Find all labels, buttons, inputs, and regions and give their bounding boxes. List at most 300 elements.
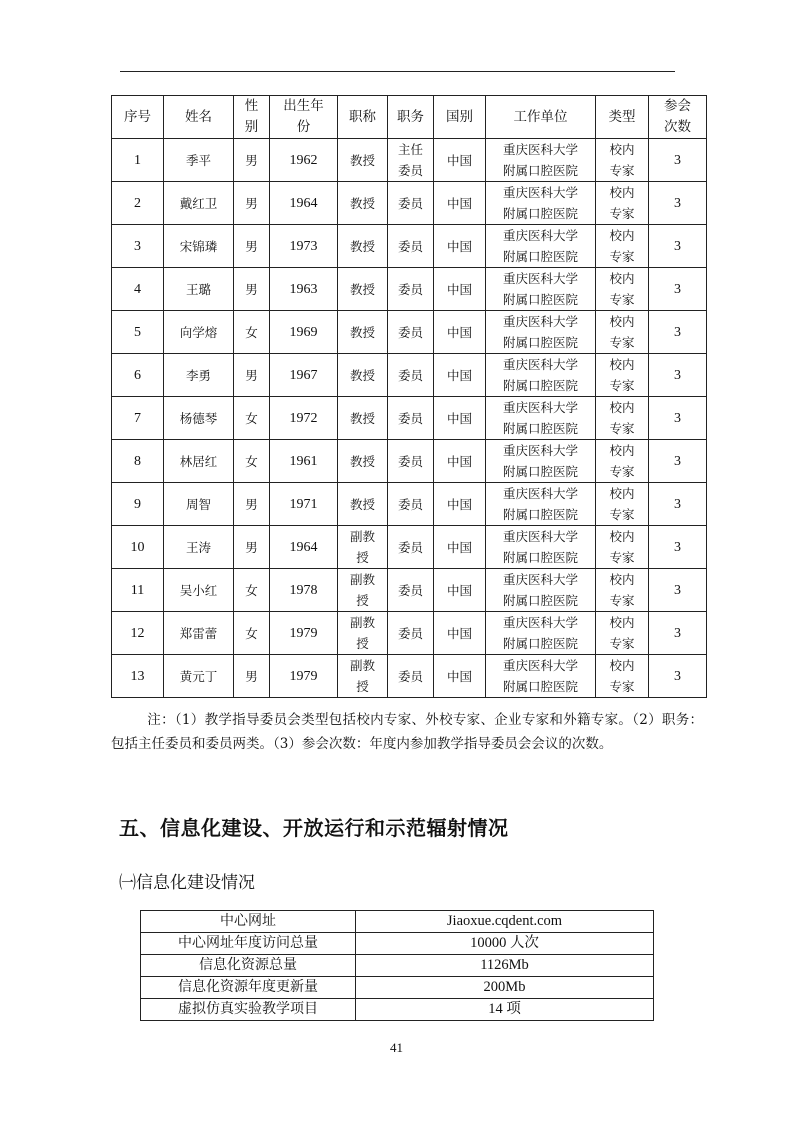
cell-birth-year-text: 1973 bbox=[289, 238, 318, 254]
info-value: 200Mb bbox=[356, 977, 654, 999]
cell-gender-text: 女 bbox=[245, 410, 258, 426]
cell-gender-text: 女 bbox=[245, 324, 258, 340]
cell-meeting-count bbox=[649, 311, 707, 354]
cell-country-text: 中国 bbox=[446, 238, 472, 254]
cell-unit bbox=[486, 268, 596, 311]
cell-seq-text: 13 bbox=[130, 668, 145, 684]
cell-country bbox=[434, 397, 486, 440]
table-row bbox=[112, 311, 707, 354]
cell-seq-text: 7 bbox=[134, 410, 141, 426]
cell-seq bbox=[112, 440, 164, 483]
cell-name-text: 向学熔 bbox=[179, 324, 218, 340]
cell-role bbox=[388, 139, 434, 182]
cell-unit-text: 附属口腔医院 bbox=[502, 679, 578, 694]
cell-birth-year-text: 1979 bbox=[289, 668, 318, 684]
cell-title-text: 教授 bbox=[349, 496, 375, 512]
info-value: 14 项 bbox=[356, 999, 654, 1021]
cell-name bbox=[164, 397, 234, 440]
cell-name-text: 吴小红 bbox=[179, 582, 218, 598]
header-type: 类型 bbox=[596, 96, 649, 139]
cell-seq-text: 1 bbox=[134, 152, 141, 168]
header-seq: 序号 bbox=[112, 96, 164, 139]
cell-type-text: 校内 bbox=[609, 357, 635, 372]
cell-type-text: 校内 bbox=[609, 400, 635, 415]
cell-birth-year bbox=[270, 526, 338, 569]
cell-title-text: 教授 bbox=[349, 367, 375, 383]
cell-birth-year-text: 1969 bbox=[289, 324, 318, 340]
cell-seq-text: 12 bbox=[130, 625, 145, 641]
cell-seq-text: 10 bbox=[130, 539, 145, 555]
cell-title-text: 教授 bbox=[349, 281, 375, 297]
table-row bbox=[112, 526, 707, 569]
cell-country bbox=[434, 311, 486, 354]
cell-country-text: 中国 bbox=[446, 539, 472, 555]
cell-gender-text: 男 bbox=[245, 539, 258, 555]
cell-seq bbox=[112, 612, 164, 655]
cell-gender-text: 女 bbox=[245, 453, 258, 469]
cell-role bbox=[388, 182, 434, 225]
cell-title bbox=[338, 569, 388, 612]
cell-role-text: 委员 bbox=[397, 324, 423, 340]
table-row bbox=[112, 569, 707, 612]
cell-title bbox=[338, 182, 388, 225]
cell-unit-text: 重庆医科大学 bbox=[502, 486, 578, 501]
cell-type-text: 专家 bbox=[609, 335, 635, 350]
cell-birth-year-text: 1964 bbox=[289, 539, 318, 555]
info-row bbox=[141, 911, 654, 933]
info-label: 中心网址 bbox=[141, 911, 356, 933]
cell-gender bbox=[234, 397, 270, 440]
page-number: 41 bbox=[390, 1040, 403, 1055]
cell-country-text: 中国 bbox=[446, 152, 472, 168]
cell-role-text: 委员 bbox=[397, 163, 423, 178]
cell-name bbox=[164, 440, 234, 483]
table-body bbox=[112, 139, 707, 698]
cell-seq bbox=[112, 483, 164, 526]
cell-country-text: 中国 bbox=[446, 367, 472, 383]
cell-name-text: 周智 bbox=[185, 496, 211, 512]
cell-country bbox=[434, 139, 486, 182]
cell-name-text: 季平 bbox=[185, 152, 211, 168]
cell-unit bbox=[486, 569, 596, 612]
cell-country bbox=[434, 268, 486, 311]
cell-title bbox=[338, 139, 388, 182]
cell-seq-text: 4 bbox=[134, 281, 141, 297]
cell-title bbox=[338, 397, 388, 440]
cell-seq-text: 2 bbox=[134, 195, 141, 211]
cell-meeting-count-text: 3 bbox=[674, 582, 681, 598]
cell-role bbox=[388, 268, 434, 311]
cell-birth-year-text: 1964 bbox=[289, 195, 318, 211]
cell-title-text: 授 bbox=[356, 550, 369, 565]
cell-type bbox=[596, 268, 649, 311]
cell-gender-text: 女 bbox=[245, 625, 258, 641]
cell-unit-text: 附属口腔医院 bbox=[502, 292, 578, 307]
cell-name-text: 杨德琴 bbox=[179, 410, 218, 426]
cell-type-text: 校内 bbox=[609, 228, 635, 243]
cell-unit-text: 附属口腔医院 bbox=[502, 550, 578, 565]
cell-gender-text: 男 bbox=[245, 367, 258, 383]
cell-name-text: 郑雷蕾 bbox=[179, 625, 218, 641]
cell-country bbox=[434, 483, 486, 526]
cell-seq bbox=[112, 139, 164, 182]
cell-unit-text: 重庆医科大学 bbox=[502, 271, 578, 286]
cell-unit-text: 附属口腔医院 bbox=[502, 378, 578, 393]
cell-role bbox=[388, 354, 434, 397]
cell-birth-year-text: 1967 bbox=[289, 367, 318, 383]
cell-type bbox=[596, 182, 649, 225]
cell-type-text: 专家 bbox=[609, 292, 635, 307]
cell-seq bbox=[112, 225, 164, 268]
cell-name bbox=[164, 139, 234, 182]
table-row bbox=[112, 268, 707, 311]
cell-unit bbox=[486, 139, 596, 182]
cell-role-text: 委员 bbox=[397, 625, 423, 641]
cell-title-text: 副教 bbox=[349, 572, 375, 587]
header-meeting-count: 参会 次数 bbox=[649, 96, 707, 139]
table-row bbox=[112, 225, 707, 268]
cell-role-text: 委员 bbox=[397, 582, 423, 598]
cell-meeting-count bbox=[649, 483, 707, 526]
cell-birth-year bbox=[270, 139, 338, 182]
cell-country-text: 中国 bbox=[446, 324, 472, 340]
cell-unit-text: 重庆医科大学 bbox=[502, 142, 578, 157]
cell-gender bbox=[234, 569, 270, 612]
cell-type bbox=[596, 139, 649, 182]
cell-gender-text: 男 bbox=[245, 668, 258, 684]
cell-unit-text: 重庆医科大学 bbox=[502, 443, 578, 458]
cell-seq-text: 6 bbox=[134, 367, 141, 383]
cell-type bbox=[596, 225, 649, 268]
cell-title bbox=[338, 225, 388, 268]
cell-name-text: 戴红卫 bbox=[179, 195, 218, 211]
cell-gender-text: 男 bbox=[245, 281, 258, 297]
cell-name bbox=[164, 225, 234, 268]
cell-seq bbox=[112, 311, 164, 354]
cell-meeting-count-text: 3 bbox=[674, 668, 681, 684]
cell-gender bbox=[234, 354, 270, 397]
cell-title-text: 教授 bbox=[349, 410, 375, 426]
table-row bbox=[112, 139, 707, 182]
cell-meeting-count-text: 3 bbox=[674, 195, 681, 211]
cell-name-text: 林居红 bbox=[179, 453, 218, 469]
cell-title-text: 授 bbox=[356, 636, 369, 651]
info-row bbox=[141, 977, 654, 999]
cell-type-text: 校内 bbox=[609, 271, 635, 286]
cell-type-text: 校内 bbox=[609, 615, 635, 630]
cell-gender bbox=[234, 612, 270, 655]
cell-meeting-count-text: 3 bbox=[674, 324, 681, 340]
cell-type-text: 校内 bbox=[609, 443, 635, 458]
cell-role-text: 委员 bbox=[397, 668, 423, 684]
cell-seq bbox=[112, 569, 164, 612]
cell-gender bbox=[234, 225, 270, 268]
cell-meeting-count bbox=[649, 397, 707, 440]
cell-country bbox=[434, 225, 486, 268]
cell-unit-text: 重庆医科大学 bbox=[502, 228, 578, 243]
cell-title bbox=[338, 483, 388, 526]
cell-role-text: 委员 bbox=[397, 238, 423, 254]
cell-role-text: 委员 bbox=[397, 195, 423, 211]
cell-unit-text: 重庆医科大学 bbox=[502, 658, 578, 673]
cell-type bbox=[596, 483, 649, 526]
cell-type-text: 校内 bbox=[609, 529, 635, 544]
cell-unit-text: 重庆医科大学 bbox=[502, 357, 578, 372]
cell-unit-text: 附属口腔医院 bbox=[502, 249, 578, 264]
cell-type-text: 专家 bbox=[609, 378, 635, 393]
cell-seq bbox=[112, 354, 164, 397]
cell-type-text: 校内 bbox=[609, 572, 635, 587]
cell-name-text: 宋锦璘 bbox=[179, 238, 218, 254]
cell-meeting-count bbox=[649, 569, 707, 612]
cell-unit bbox=[486, 526, 596, 569]
section-title: 五、信息化建设、开放运行和示范辐射情况 bbox=[119, 816, 509, 840]
cell-name-text: 李勇 bbox=[185, 367, 211, 383]
cell-country bbox=[434, 526, 486, 569]
cell-unit-text: 附属口腔医院 bbox=[502, 464, 578, 479]
table-row bbox=[112, 397, 707, 440]
cell-type-text: 校内 bbox=[609, 142, 635, 157]
info-value: 1126Mb bbox=[356, 955, 654, 977]
cell-meeting-count bbox=[649, 268, 707, 311]
cell-type-text: 专家 bbox=[609, 636, 635, 651]
info-table-body bbox=[141, 911, 654, 1021]
header-gender: 性 别 bbox=[234, 96, 270, 139]
cell-seq-text: 3 bbox=[134, 238, 141, 254]
header-name: 姓名 bbox=[164, 96, 234, 139]
cell-seq bbox=[112, 268, 164, 311]
cell-type-text: 专家 bbox=[609, 421, 635, 436]
cell-type-text: 专家 bbox=[609, 550, 635, 565]
cell-title bbox=[338, 311, 388, 354]
cell-type-text: 专家 bbox=[609, 593, 635, 608]
cell-birth-year bbox=[270, 225, 338, 268]
cell-type bbox=[596, 397, 649, 440]
cell-country-text: 中国 bbox=[446, 453, 472, 469]
cell-birth-year bbox=[270, 655, 338, 698]
cell-type bbox=[596, 655, 649, 698]
cell-role bbox=[388, 225, 434, 268]
cell-country-text: 中国 bbox=[446, 410, 472, 426]
cell-birth-year bbox=[270, 311, 338, 354]
cell-unit-text: 附属口腔医院 bbox=[502, 507, 578, 522]
cell-unit-text: 附属口腔医院 bbox=[502, 163, 578, 178]
table-row bbox=[112, 354, 707, 397]
cell-type bbox=[596, 612, 649, 655]
cell-birth-year bbox=[270, 569, 338, 612]
cell-seq-text: 8 bbox=[134, 453, 141, 469]
cell-title-text: 教授 bbox=[349, 152, 375, 168]
cell-unit-text: 重庆医科大学 bbox=[502, 400, 578, 415]
cell-role bbox=[388, 397, 434, 440]
header-row bbox=[112, 96, 707, 139]
cell-role-text: 委员 bbox=[397, 539, 423, 555]
cell-birth-year-text: 1963 bbox=[289, 281, 318, 297]
cell-country bbox=[434, 655, 486, 698]
cell-country-text: 中国 bbox=[446, 281, 472, 297]
cell-gender-text: 男 bbox=[245, 238, 258, 254]
cell-country-text: 中国 bbox=[446, 195, 472, 211]
cell-gender bbox=[234, 311, 270, 354]
cell-name bbox=[164, 483, 234, 526]
cell-country-text: 中国 bbox=[446, 625, 472, 641]
cell-title-text: 副教 bbox=[349, 529, 375, 544]
cell-type-text: 校内 bbox=[609, 314, 635, 329]
cell-meeting-count bbox=[649, 440, 707, 483]
cell-seq-text: 5 bbox=[134, 324, 141, 340]
cell-unit bbox=[486, 655, 596, 698]
cell-title-text: 教授 bbox=[349, 195, 375, 211]
cell-title bbox=[338, 440, 388, 483]
cell-unit-text: 重庆医科大学 bbox=[502, 185, 578, 200]
cell-name-text: 黄元丁 bbox=[179, 668, 218, 684]
cell-meeting-count bbox=[649, 655, 707, 698]
cell-birth-year bbox=[270, 268, 338, 311]
cell-unit-text: 附属口腔医院 bbox=[502, 593, 578, 608]
cell-name bbox=[164, 655, 234, 698]
cell-gender bbox=[234, 268, 270, 311]
cell-unit bbox=[486, 483, 596, 526]
table-row bbox=[112, 182, 707, 225]
cell-name bbox=[164, 526, 234, 569]
cell-role bbox=[388, 311, 434, 354]
cell-country-text: 中国 bbox=[446, 582, 472, 598]
cell-birth-year bbox=[270, 397, 338, 440]
cell-title bbox=[338, 655, 388, 698]
cell-type-text: 专家 bbox=[609, 679, 635, 694]
cell-country bbox=[434, 612, 486, 655]
cell-birth-year bbox=[270, 483, 338, 526]
cell-role-text: 委员 bbox=[397, 453, 423, 469]
cell-unit bbox=[486, 225, 596, 268]
cell-title bbox=[338, 612, 388, 655]
cell-title-text: 授 bbox=[356, 679, 369, 694]
cell-type bbox=[596, 440, 649, 483]
cell-country bbox=[434, 182, 486, 225]
cell-country bbox=[434, 440, 486, 483]
cell-birth-year-text: 1962 bbox=[289, 152, 318, 168]
cell-meeting-count-text: 3 bbox=[674, 496, 681, 512]
cell-type-text: 校内 bbox=[609, 185, 635, 200]
info-label: 中心网址年度访问总量 bbox=[141, 933, 356, 955]
cell-title-text: 授 bbox=[356, 593, 369, 608]
cell-type-text: 校内 bbox=[609, 486, 635, 501]
cell-seq bbox=[112, 182, 164, 225]
table-row bbox=[112, 655, 707, 698]
cell-title bbox=[338, 526, 388, 569]
info-value: 10000 人次 bbox=[356, 933, 654, 955]
cell-birth-year-text: 1961 bbox=[289, 453, 318, 469]
header-title: 职称 bbox=[338, 96, 388, 139]
cell-unit-text: 重庆医科大学 bbox=[502, 615, 578, 630]
cell-birth-year bbox=[270, 182, 338, 225]
info-row bbox=[141, 999, 654, 1021]
cell-unit-text: 附属口腔医院 bbox=[502, 206, 578, 221]
cell-unit bbox=[486, 397, 596, 440]
cell-meeting-count-text: 3 bbox=[674, 625, 681, 641]
cell-meeting-count-text: 3 bbox=[674, 238, 681, 254]
cell-type-text: 专家 bbox=[609, 249, 635, 264]
cell-meeting-count-text: 3 bbox=[674, 410, 681, 426]
cell-birth-year-text: 1979 bbox=[289, 625, 318, 641]
table-row bbox=[112, 612, 707, 655]
cell-name-text: 王涛 bbox=[185, 539, 211, 555]
cell-meeting-count bbox=[649, 182, 707, 225]
cell-seq bbox=[112, 397, 164, 440]
cell-country-text: 中国 bbox=[446, 668, 472, 684]
cell-gender bbox=[234, 526, 270, 569]
cell-birth-year-text: 1971 bbox=[289, 496, 318, 512]
cell-seq-text: 9 bbox=[134, 496, 141, 512]
cell-birth-year-text: 1972 bbox=[289, 410, 318, 426]
cell-country bbox=[434, 354, 486, 397]
cell-type-text: 专家 bbox=[609, 507, 635, 522]
cell-title bbox=[338, 268, 388, 311]
cell-title bbox=[338, 354, 388, 397]
cell-type-text: 专家 bbox=[609, 163, 635, 178]
table-row bbox=[112, 483, 707, 526]
header-birth-year: 出生年 份 bbox=[270, 96, 338, 139]
cell-name bbox=[164, 569, 234, 612]
cell-seq bbox=[112, 526, 164, 569]
cell-name bbox=[164, 182, 234, 225]
cell-gender bbox=[234, 139, 270, 182]
cell-type bbox=[596, 526, 649, 569]
cell-role bbox=[388, 526, 434, 569]
informatization-table bbox=[140, 910, 654, 1021]
info-row bbox=[141, 955, 654, 977]
cell-unit bbox=[486, 354, 596, 397]
cell-title-text: 副教 bbox=[349, 615, 375, 630]
cell-unit bbox=[486, 311, 596, 354]
cell-country-text: 中国 bbox=[446, 496, 472, 512]
cell-birth-year bbox=[270, 440, 338, 483]
cell-title-text: 教授 bbox=[349, 324, 375, 340]
cell-meeting-count-text: 3 bbox=[674, 367, 681, 383]
cell-type bbox=[596, 569, 649, 612]
table-header bbox=[112, 96, 707, 139]
cell-title-text: 副教 bbox=[349, 658, 375, 673]
cell-role bbox=[388, 440, 434, 483]
cell-role bbox=[388, 483, 434, 526]
cell-meeting-count bbox=[649, 354, 707, 397]
cell-seq bbox=[112, 655, 164, 698]
cell-unit bbox=[486, 182, 596, 225]
cell-role-text: 委员 bbox=[397, 496, 423, 512]
note-text: 注：（1）教学指导委员会类型包括校内专家、外校专家、企业专家和外籍专家。（2）职务：包括主任委员和委员两类。（3）参会次数：年度内参加教学指导委员会会议的次数。 bbox=[111, 712, 703, 752]
committee-members-table bbox=[111, 95, 707, 698]
header-unit: 工作单位 bbox=[486, 96, 596, 139]
cell-seq-text: 11 bbox=[130, 582, 145, 598]
info-label: 虚拟仿真实验教学项目 bbox=[141, 999, 356, 1021]
cell-unit-text: 附属口腔医院 bbox=[502, 421, 578, 436]
cell-meeting-count bbox=[649, 225, 707, 268]
info-label: 信息化资源年度更新量 bbox=[141, 977, 356, 999]
cell-name-text: 王璐 bbox=[185, 281, 211, 297]
cell-meeting-count bbox=[649, 526, 707, 569]
info-label: 信息化资源总量 bbox=[141, 955, 356, 977]
cell-unit-text: 附属口腔医院 bbox=[502, 335, 578, 350]
cell-name bbox=[164, 354, 234, 397]
cell-name bbox=[164, 311, 234, 354]
cell-type bbox=[596, 311, 649, 354]
cell-birth-year bbox=[270, 354, 338, 397]
cell-gender bbox=[234, 483, 270, 526]
cell-role-text: 委员 bbox=[397, 281, 423, 297]
cell-type-text: 专家 bbox=[609, 464, 635, 479]
cell-gender-text: 女 bbox=[245, 582, 258, 598]
cell-unit-text: 重庆医科大学 bbox=[502, 572, 578, 587]
